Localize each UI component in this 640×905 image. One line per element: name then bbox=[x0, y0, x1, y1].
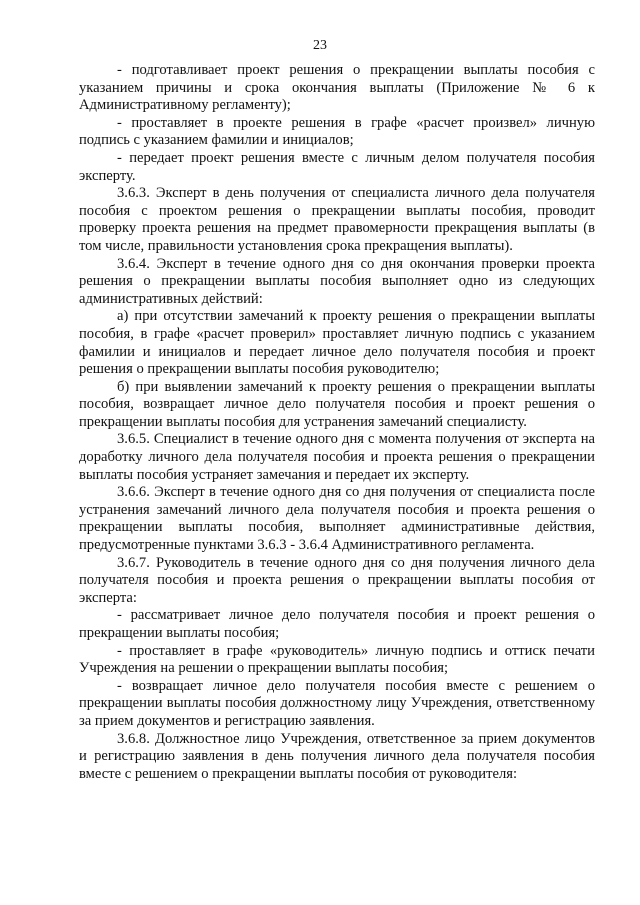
paragraph: 3.6.5. Специалист в течение одного дня с момента получения от эксперта на доработку личного дела получателя пособия и проекта решения о прекращении выплаты пособия устраняет замечания и передает их эксперту. bbox=[79, 431, 595, 483]
page-number: 23 bbox=[313, 38, 327, 53]
paragraph: 3.6.3. Эксперт в день получения от специалиста личного дела получателя пособия с проектом решения о прекращении выплаты пособия, проводит проверку проекта решения на предмет правомерности прекращения выплаты (в том числе, правильности установления срока прекращения выплаты). bbox=[79, 185, 595, 254]
paragraph: 3.6.4. Эксперт в течение одного дня со дня окончания проверки проекта решения о прекращении выплаты пособия выполняет одно из следующих административных действий: bbox=[79, 255, 595, 307]
paragraph: б) при выявлении замечаний к проекту решения о прекращении выплаты пособия, возвращает личное дело получателя пособия и проект решения о прекращении выплаты пособия для устранения замечаний специалисту. bbox=[79, 378, 595, 430]
paragraph: 3.6.6. Эксперт в течение одного дня со дня получения от специалиста после устранения замечаний личного дела получателя пособия и проекта решения о прекращении выплаты пособия, выполняет административные действия, предусмотренные пунктами 3.6.3 - 3.6.4 Административного регламента. bbox=[79, 484, 595, 554]
paragraph: - рассматривает личное дело получателя пособия и проект решения о прекращении выплаты пособия; bbox=[79, 607, 595, 641]
paragraph: - проставляет в графе «руководитель» личную подпись и оттиск печати Учреждения на решении о прекращении выплаты пособия; bbox=[79, 642, 595, 677]
paragraph: - подготавливает проект решения о прекращении выплаты пособия с указанием причины и срока окончания выплаты (Приложение № 6 к Административному регламенту); bbox=[79, 62, 595, 114]
paragraph: - возвращает личное дело получателя пособия вместе с решением о прекращении выплаты пособия должностному лицу Учреждения, ответственному за прием документов и регистрацию заявления. bbox=[79, 677, 595, 729]
paragraph: 3.6.7. Руководитель в течение одного дня со дня получения личного дела получателя пособия и проекта решения о прекращении выплаты пособия от эксперта: bbox=[79, 554, 595, 606]
paragraph: - проставляет в проекте решения в графе «расчет произвел» личную подпись с указанием фамилии и инициалов; bbox=[79, 114, 595, 149]
document-body bbox=[79, 62, 595, 783]
paragraph: а) при отсутствии замечаний к проекту решения о прекращении выплаты пособия, в графе «расчет проверил» проставляет личную подпись с указанием фамилии и инициалов и передает личное дело получателя пособия и проект решения о прекращении выплаты пособия руководителю; bbox=[79, 308, 595, 378]
paragraph: - передает проект решения вместе с личным делом получателя пособия эксперту. bbox=[79, 149, 595, 184]
paragraph: 3.6.8. Должностное лицо Учреждения, ответственное за прием документов и регистрацию заявления в день получения личного дела получателя пособия вместе с решением о прекращении выплаты пособия от руководителя: bbox=[79, 730, 595, 782]
